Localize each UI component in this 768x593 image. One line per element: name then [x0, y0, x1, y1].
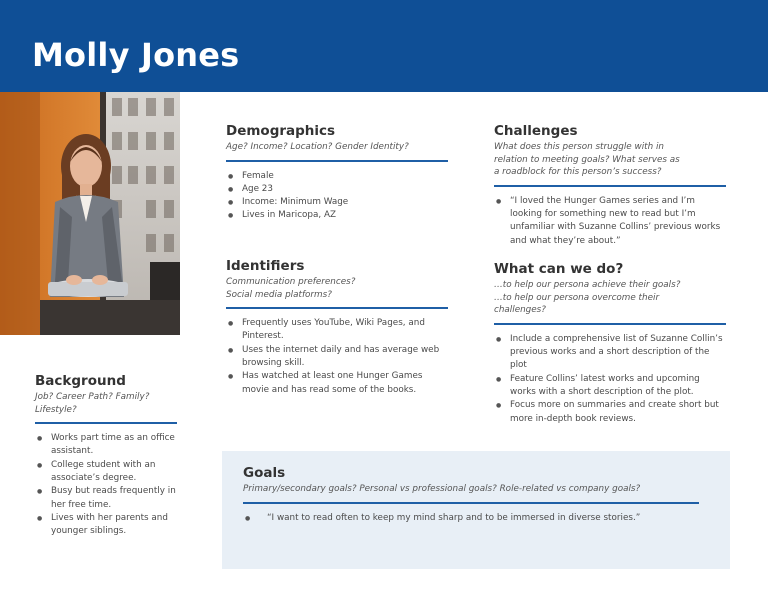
question-line: a roadblock for this person’s success?: [494, 167, 662, 178]
question-line: Job? Career Path? Family?: [35, 392, 150, 402]
header-banner: [0, 0, 768, 92]
list-item: ● Include a comprehensive list of Suzanne Collin’s previous works and a short description of the plot: [494, 333, 726, 373]
demographics-title: Demographics: [226, 123, 336, 139]
background-title: Background: [35, 373, 126, 389]
list-item: ● Frequently uses YouTube, Wiki Pages, and Pinterest.: [226, 317, 448, 344]
question-line: Social media platforms?: [226, 289, 332, 300]
question-line: challenges?: [494, 305, 546, 316]
list-item: ● Lives in Maricopa, AZ: [226, 209, 448, 222]
background-divider: [35, 422, 177, 424]
identifiers-section: [226, 257, 448, 397]
challenges-section: [494, 122, 726, 248]
list-item: ● Focus more on summaries and create short but more in-depth book reviews.: [494, 399, 726, 426]
identifiers-list: [226, 317, 448, 397]
list-item: ● Age 23: [226, 183, 448, 196]
question-line: …to help our persona overcome their: [494, 292, 660, 303]
goals-divider: [243, 502, 699, 504]
what-can-we-do-title: What can we do?: [494, 261, 624, 277]
identifiers-divider: [226, 307, 448, 309]
question-line: What does this person struggle with in: [494, 142, 664, 152]
list-item: ● Feature Collins’ latest works and upcoming works with a short description of the plot.: [494, 373, 726, 400]
background-question: [35, 391, 177, 416]
list-item: ● College student with an associate’s degree.: [35, 459, 177, 486]
list-item: ● Busy but reads frequently in her free time.: [35, 485, 177, 512]
question-line: relation to meeting goals? What serves as: [494, 154, 680, 165]
list-item: ● Works part time as an office assistant.: [35, 432, 177, 459]
challenges-title: Challenges: [494, 123, 578, 139]
what-can-we-do-section: [494, 260, 726, 426]
list-item: ● Female: [226, 170, 448, 183]
question-line: Communication preferences?: [226, 277, 356, 287]
demographics-divider: [226, 160, 448, 162]
list-item: ● Uses the internet daily and has average web browsing skill.: [226, 344, 448, 371]
list-item: ● Has watched at least one Hunger Games movie and has read some of the books.: [226, 370, 448, 397]
persona-photo: [0, 92, 180, 335]
background-section: [35, 372, 177, 539]
goals-section: [243, 464, 699, 525]
challenges-list: [494, 195, 726, 248]
challenges-divider: [494, 185, 726, 187]
background-list: [35, 432, 177, 538]
goals-question: Primary/secondary goals? Personal vs professional goals? Role-related vs company goals?: [243, 484, 641, 494]
what-can-we-do-list: [494, 333, 726, 426]
what-can-we-do-question: [494, 279, 726, 317]
list-item: ● Income: Minimum Wage: [226, 196, 448, 209]
challenges-question: [494, 141, 726, 179]
identifiers-question: [226, 276, 448, 301]
question-line: Lifestyle?: [35, 404, 77, 415]
list-item: ● Lives with her parents and younger siblings.: [35, 512, 177, 539]
persona-name: Molly Jones: [32, 36, 240, 74]
question-line: …to help our persona achieve their goals?: [494, 280, 681, 290]
list-item: ● “I loved the Hunger Games series and I’m looking for something new to read but I’m unfamiliar with Suzanne Collins’ previous works and what they’re about.”: [494, 195, 726, 248]
demographics-section: [226, 122, 448, 223]
list-item: ● “I want to read often to keep my mind sharp and to be immersed in diverse stories.”: [243, 512, 699, 525]
demographics-list: [226, 170, 448, 223]
goals-title: Goals: [243, 465, 286, 481]
demographics-question: Age? Income? Location? Gender Identity?: [226, 142, 409, 152]
identifiers-title: Identifiers: [226, 258, 305, 274]
goals-list: [243, 512, 699, 525]
what-can-we-do-divider: [494, 323, 726, 325]
